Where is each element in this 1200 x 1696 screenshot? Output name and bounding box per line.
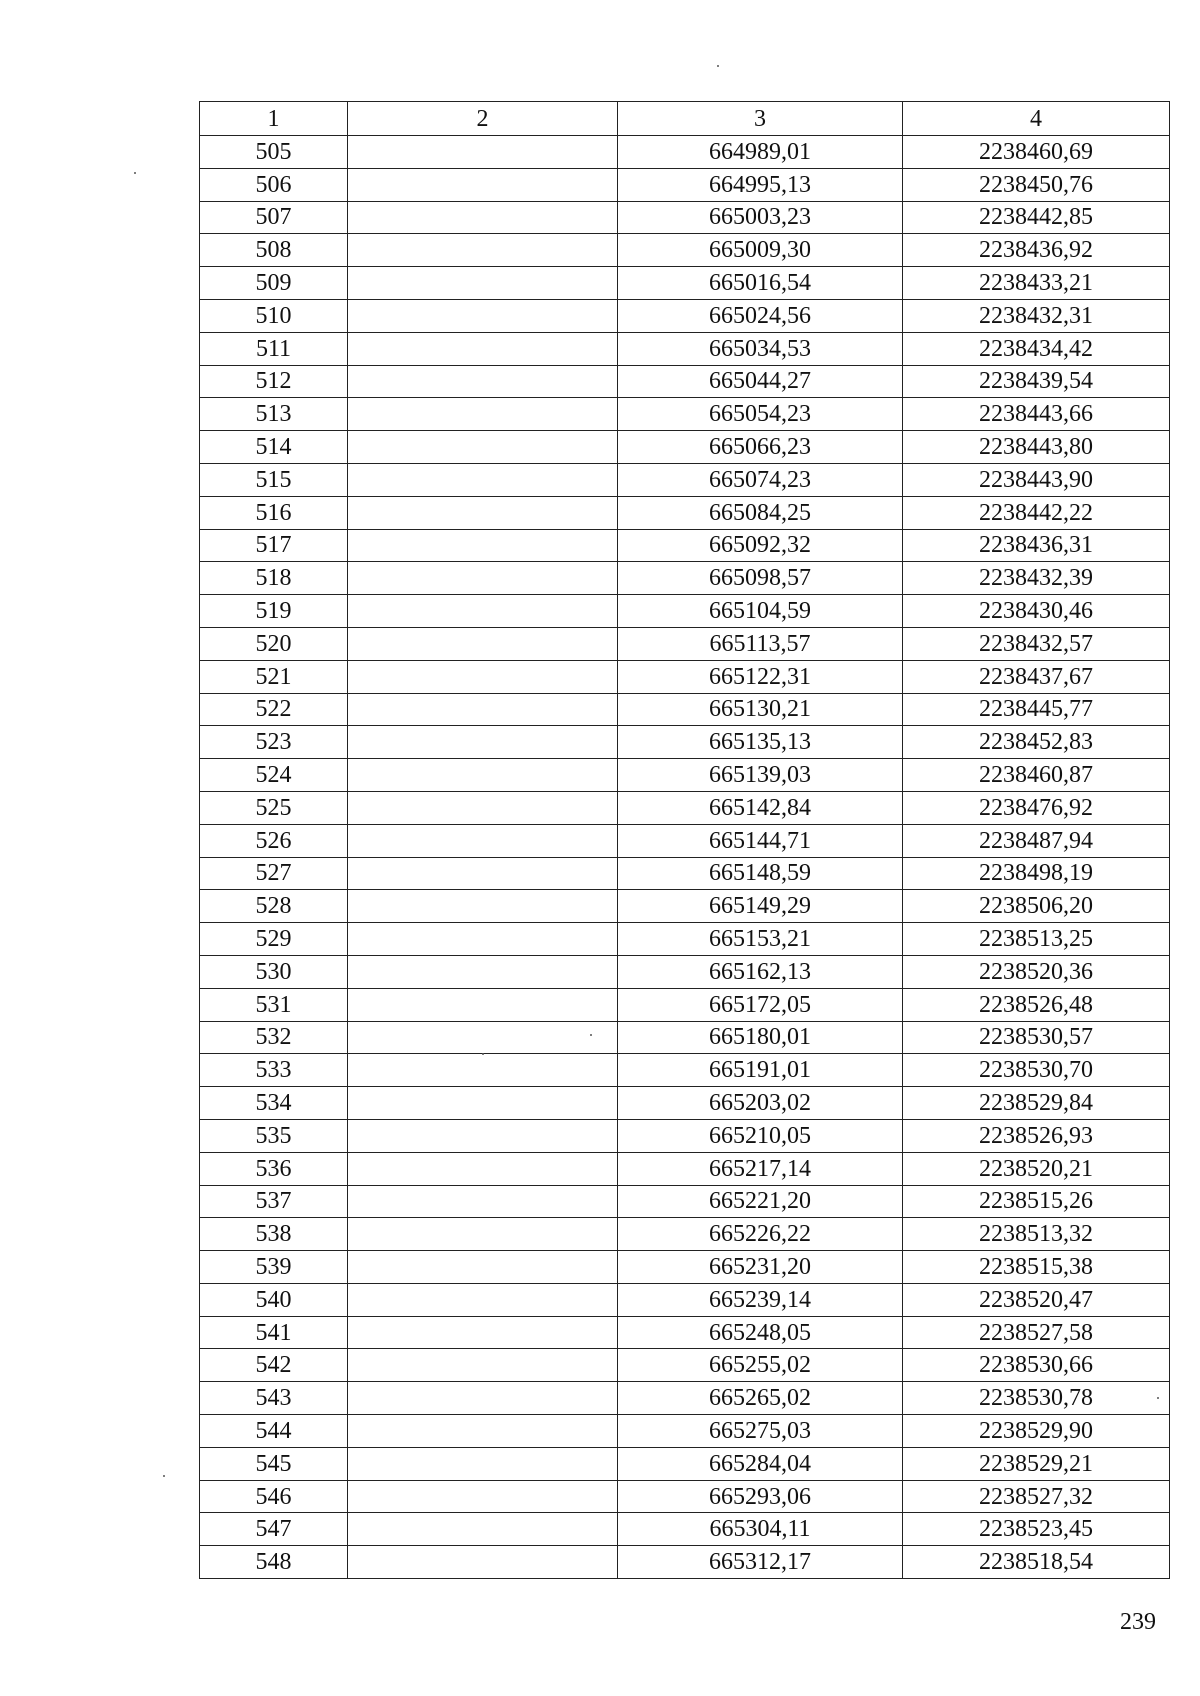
table-row (200, 1251, 1170, 1284)
table-row (200, 136, 1170, 169)
table-row (200, 923, 1170, 956)
empty-cell (348, 1480, 618, 1513)
point-number-cell: 535 (200, 1119, 348, 1152)
scan-speck (134, 172, 136, 174)
x-coordinate-cell: 665009,30 (618, 234, 903, 267)
scan-speck (717, 65, 719, 67)
table-row (200, 595, 1170, 628)
table-row (200, 1119, 1170, 1152)
scan-speck (590, 1034, 592, 1036)
table-row (200, 1480, 1170, 1513)
y-coordinate-cell: 2238460,69 (903, 136, 1170, 169)
point-number-cell: 525 (200, 791, 348, 824)
column-header-1: 1 (200, 102, 348, 136)
point-number-cell: 543 (200, 1382, 348, 1415)
empty-cell (348, 791, 618, 824)
y-coordinate-cell: 2238443,66 (903, 398, 1170, 431)
empty-cell (348, 857, 618, 890)
empty-cell (348, 398, 618, 431)
table-row (200, 201, 1170, 234)
point-number-cell: 521 (200, 660, 348, 693)
table-row (200, 660, 1170, 693)
x-coordinate-cell: 665275,03 (618, 1415, 903, 1448)
point-number-cell: 519 (200, 595, 348, 628)
table-row (200, 168, 1170, 201)
x-coordinate-cell: 665084,25 (618, 496, 903, 529)
x-coordinate-cell: 665255,02 (618, 1349, 903, 1382)
point-number-cell: 538 (200, 1218, 348, 1251)
x-coordinate-cell: 664995,13 (618, 168, 903, 201)
table-row (200, 529, 1170, 562)
y-coordinate-cell: 2238513,25 (903, 923, 1170, 956)
empty-cell (348, 431, 618, 464)
point-number-cell: 531 (200, 988, 348, 1021)
y-coordinate-cell: 2238515,38 (903, 1251, 1170, 1284)
table-body (200, 136, 1170, 1579)
table-row (200, 1283, 1170, 1316)
empty-cell (348, 1283, 618, 1316)
table-row (200, 267, 1170, 300)
y-coordinate-cell: 2238460,87 (903, 759, 1170, 792)
x-coordinate-cell: 665304,11 (618, 1513, 903, 1546)
y-coordinate-cell: 2238433,21 (903, 267, 1170, 300)
table-row (200, 890, 1170, 923)
x-coordinate-cell: 665239,14 (618, 1283, 903, 1316)
x-coordinate-cell: 665293,06 (618, 1480, 903, 1513)
x-coordinate-cell: 665139,03 (618, 759, 903, 792)
point-number-cell: 546 (200, 1480, 348, 1513)
column-header-3: 3 (618, 102, 903, 136)
y-coordinate-cell: 2238527,32 (903, 1480, 1170, 1513)
point-number-cell: 547 (200, 1513, 348, 1546)
empty-cell (348, 693, 618, 726)
empty-cell (348, 988, 618, 1021)
table-row (200, 1316, 1170, 1349)
table-row (200, 398, 1170, 431)
table-row (200, 726, 1170, 759)
empty-cell (348, 890, 618, 923)
y-coordinate-cell: 2238520,47 (903, 1283, 1170, 1316)
table-row (200, 1152, 1170, 1185)
point-number-cell: 548 (200, 1546, 348, 1579)
x-coordinate-cell: 665221,20 (618, 1185, 903, 1218)
table-row (200, 365, 1170, 398)
y-coordinate-cell: 2238526,93 (903, 1119, 1170, 1152)
point-number-cell: 534 (200, 1087, 348, 1120)
y-coordinate-cell: 2238452,83 (903, 726, 1170, 759)
table-row (200, 562, 1170, 595)
empty-cell (348, 1021, 618, 1054)
x-coordinate-cell: 665016,54 (618, 267, 903, 300)
empty-cell (348, 496, 618, 529)
point-number-cell: 514 (200, 431, 348, 464)
y-coordinate-cell: 2238437,67 (903, 660, 1170, 693)
empty-cell (348, 267, 618, 300)
column-header-2: 2 (348, 102, 618, 136)
x-coordinate-cell: 665104,59 (618, 595, 903, 628)
empty-cell (348, 562, 618, 595)
x-coordinate-cell: 665284,04 (618, 1447, 903, 1480)
point-number-cell: 532 (200, 1021, 348, 1054)
y-coordinate-cell: 2238513,32 (903, 1218, 1170, 1251)
empty-cell (348, 1251, 618, 1284)
empty-cell (348, 1316, 618, 1349)
y-coordinate-cell: 2238506,20 (903, 890, 1170, 923)
empty-cell (348, 759, 618, 792)
table-row (200, 431, 1170, 464)
x-coordinate-cell: 665122,31 (618, 660, 903, 693)
x-coordinate-cell: 665054,23 (618, 398, 903, 431)
x-coordinate-cell: 665135,13 (618, 726, 903, 759)
empty-cell (348, 1513, 618, 1546)
point-number-cell: 524 (200, 759, 348, 792)
y-coordinate-cell: 2238526,48 (903, 988, 1170, 1021)
empty-cell (348, 923, 618, 956)
table-row (200, 1021, 1170, 1054)
y-coordinate-cell: 2238518,54 (903, 1546, 1170, 1579)
empty-cell (348, 332, 618, 365)
point-number-cell: 512 (200, 365, 348, 398)
table-row (200, 1415, 1170, 1448)
y-coordinate-cell: 2238530,78 (903, 1382, 1170, 1415)
table-row (200, 332, 1170, 365)
point-number-cell: 515 (200, 463, 348, 496)
table-row (200, 234, 1170, 267)
empty-cell (348, 726, 618, 759)
x-coordinate-cell: 665149,29 (618, 890, 903, 923)
table-row (200, 299, 1170, 332)
table-row (200, 1382, 1170, 1415)
point-number-cell: 516 (200, 496, 348, 529)
point-number-cell: 522 (200, 693, 348, 726)
page-number: 239 (1120, 1609, 1156, 1635)
y-coordinate-cell: 2238523,45 (903, 1513, 1170, 1546)
empty-cell (348, 1054, 618, 1087)
y-coordinate-cell: 2238436,31 (903, 529, 1170, 562)
table-row (200, 1054, 1170, 1087)
empty-cell (348, 201, 618, 234)
scan-speck (1157, 1397, 1159, 1399)
table-row (200, 693, 1170, 726)
y-coordinate-cell: 2238432,39 (903, 562, 1170, 595)
empty-cell (348, 1119, 618, 1152)
table-row (200, 759, 1170, 792)
empty-cell (348, 627, 618, 660)
point-number-cell: 520 (200, 627, 348, 660)
y-coordinate-cell: 2238515,26 (903, 1185, 1170, 1218)
point-number-cell: 508 (200, 234, 348, 267)
empty-cell (348, 1415, 618, 1448)
x-coordinate-cell: 665148,59 (618, 857, 903, 890)
column-header-4: 4 (903, 102, 1170, 136)
x-coordinate-cell: 665098,57 (618, 562, 903, 595)
x-coordinate-cell: 665092,32 (618, 529, 903, 562)
x-coordinate-cell: 665217,14 (618, 1152, 903, 1185)
y-coordinate-cell: 2238432,57 (903, 627, 1170, 660)
point-number-cell: 540 (200, 1283, 348, 1316)
point-number-cell: 509 (200, 267, 348, 300)
table-row (200, 1349, 1170, 1382)
y-coordinate-cell: 2238432,31 (903, 299, 1170, 332)
table-row (200, 463, 1170, 496)
table-row (200, 1087, 1170, 1120)
point-number-cell: 513 (200, 398, 348, 431)
point-number-cell: 533 (200, 1054, 348, 1087)
y-coordinate-cell: 2238520,21 (903, 1152, 1170, 1185)
x-coordinate-cell: 665312,17 (618, 1546, 903, 1579)
table-row (200, 857, 1170, 890)
table-row (200, 1185, 1170, 1218)
x-coordinate-cell: 665162,13 (618, 955, 903, 988)
point-number-cell: 528 (200, 890, 348, 923)
y-coordinate-cell: 2238436,92 (903, 234, 1170, 267)
x-coordinate-cell: 665231,20 (618, 1251, 903, 1284)
x-coordinate-cell: 665142,84 (618, 791, 903, 824)
point-number-cell: 526 (200, 824, 348, 857)
x-coordinate-cell: 665265,02 (618, 1382, 903, 1415)
table-row (200, 824, 1170, 857)
table-row (200, 988, 1170, 1021)
empty-cell (348, 1349, 618, 1382)
point-number-cell: 507 (200, 201, 348, 234)
x-coordinate-cell: 665003,23 (618, 201, 903, 234)
empty-cell (348, 660, 618, 693)
empty-cell (348, 1447, 618, 1480)
table-row (200, 1218, 1170, 1251)
empty-cell (348, 1152, 618, 1185)
point-number-cell: 505 (200, 136, 348, 169)
empty-cell (348, 529, 618, 562)
table-row (200, 627, 1170, 660)
x-coordinate-cell: 665034,53 (618, 332, 903, 365)
point-number-cell: 536 (200, 1152, 348, 1185)
point-number-cell: 542 (200, 1349, 348, 1382)
empty-cell (348, 1382, 618, 1415)
point-number-cell: 541 (200, 1316, 348, 1349)
table-row (200, 1447, 1170, 1480)
empty-cell (348, 955, 618, 988)
point-number-cell: 511 (200, 332, 348, 365)
empty-cell (348, 365, 618, 398)
y-coordinate-cell: 2238527,58 (903, 1316, 1170, 1349)
empty-cell (348, 1218, 618, 1251)
point-number-cell: 518 (200, 562, 348, 595)
point-number-cell: 539 (200, 1251, 348, 1284)
x-coordinate-cell: 665130,21 (618, 693, 903, 726)
empty-cell (348, 595, 618, 628)
y-coordinate-cell: 2238498,19 (903, 857, 1170, 890)
x-coordinate-cell: 665044,27 (618, 365, 903, 398)
point-number-cell: 523 (200, 726, 348, 759)
x-coordinate-cell: 665113,57 (618, 627, 903, 660)
y-coordinate-cell: 2238439,54 (903, 365, 1170, 398)
y-coordinate-cell: 2238443,90 (903, 463, 1170, 496)
x-coordinate-cell: 665203,02 (618, 1087, 903, 1120)
table-header-row (200, 102, 1170, 136)
y-coordinate-cell: 2238530,57 (903, 1021, 1170, 1054)
x-coordinate-cell: 665248,05 (618, 1316, 903, 1349)
y-coordinate-cell: 2238445,77 (903, 693, 1170, 726)
empty-cell (348, 299, 618, 332)
y-coordinate-cell: 2238476,92 (903, 791, 1170, 824)
empty-cell (348, 1185, 618, 1218)
point-number-cell: 527 (200, 857, 348, 890)
y-coordinate-cell: 2238520,36 (903, 955, 1170, 988)
y-coordinate-cell: 2238434,42 (903, 332, 1170, 365)
x-coordinate-cell: 665144,71 (618, 824, 903, 857)
point-number-cell: 537 (200, 1185, 348, 1218)
x-coordinate-cell: 665226,22 (618, 1218, 903, 1251)
table-row (200, 1513, 1170, 1546)
empty-cell (348, 136, 618, 169)
y-coordinate-cell: 2238442,22 (903, 496, 1170, 529)
y-coordinate-cell: 2238529,21 (903, 1447, 1170, 1480)
y-coordinate-cell: 2238529,90 (903, 1415, 1170, 1448)
point-number-cell: 510 (200, 299, 348, 332)
y-coordinate-cell: 2238487,94 (903, 824, 1170, 857)
table-row (200, 791, 1170, 824)
scan-speck (163, 1475, 165, 1477)
point-number-cell: 506 (200, 168, 348, 201)
x-coordinate-cell: 665153,21 (618, 923, 903, 956)
scan-speck (482, 1053, 484, 1055)
point-number-cell: 517 (200, 529, 348, 562)
point-number-cell: 530 (200, 955, 348, 988)
y-coordinate-cell: 2238443,80 (903, 431, 1170, 464)
y-coordinate-cell: 2238530,70 (903, 1054, 1170, 1087)
empty-cell (348, 824, 618, 857)
x-coordinate-cell: 665210,05 (618, 1119, 903, 1152)
y-coordinate-cell: 2238430,46 (903, 595, 1170, 628)
table-row (200, 1546, 1170, 1579)
x-coordinate-cell: 665024,56 (618, 299, 903, 332)
x-coordinate-cell: 665180,01 (618, 1021, 903, 1054)
empty-cell (348, 1546, 618, 1579)
x-coordinate-cell: 665191,01 (618, 1054, 903, 1087)
coordinates-table (199, 101, 1170, 1579)
point-number-cell: 545 (200, 1447, 348, 1480)
table-row (200, 955, 1170, 988)
x-coordinate-cell: 664989,01 (618, 136, 903, 169)
x-coordinate-cell: 665172,05 (618, 988, 903, 1021)
y-coordinate-cell: 2238530,66 (903, 1349, 1170, 1382)
x-coordinate-cell: 665074,23 (618, 463, 903, 496)
point-number-cell: 544 (200, 1415, 348, 1448)
table-row (200, 496, 1170, 529)
empty-cell (348, 234, 618, 267)
point-number-cell: 529 (200, 923, 348, 956)
x-coordinate-cell: 665066,23 (618, 431, 903, 464)
y-coordinate-cell: 2238529,84 (903, 1087, 1170, 1120)
y-coordinate-cell: 2238450,76 (903, 168, 1170, 201)
y-coordinate-cell: 2238442,85 (903, 201, 1170, 234)
empty-cell (348, 1087, 618, 1120)
empty-cell (348, 168, 618, 201)
empty-cell (348, 463, 618, 496)
